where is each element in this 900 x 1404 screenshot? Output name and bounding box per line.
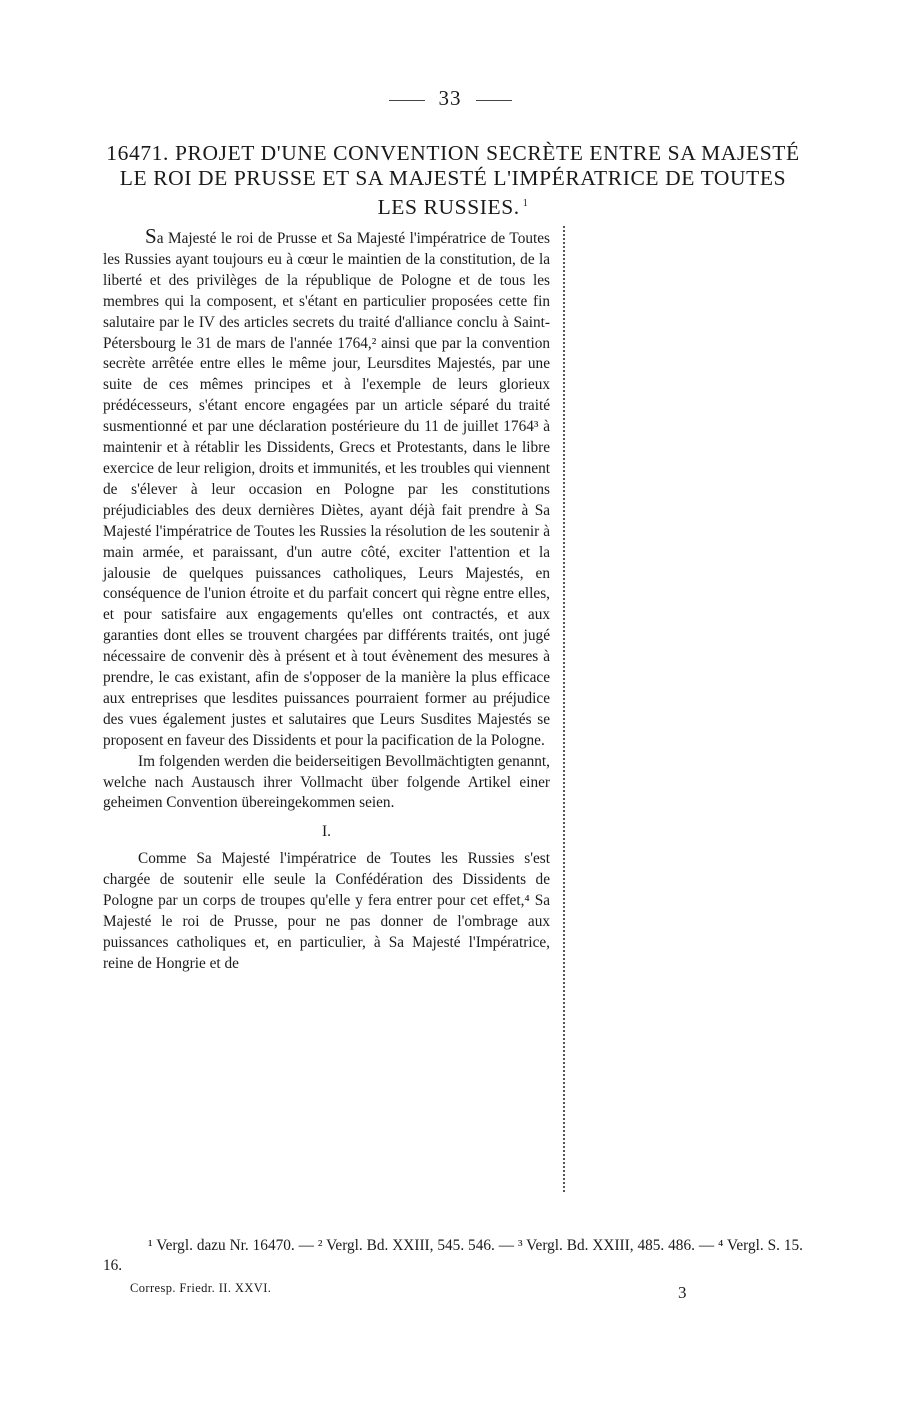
body-paragraph-1 [103, 226, 550, 752]
title-footnote-mark: 1 [522, 198, 529, 209]
body-paragraph-3: Comme Sa Majesté l'impératrice de Toutes les Russies s'est chargée de soutenir elle seule la Confédération des Dissidents de Pologne par un corps de troupes qu'elle y fera entrer pour cet effet,⁴ Sa Majesté le roi de Prusse, pour ne pas donner de l'ombrage aux puissances catholiques et, en particulier, à Sa Majesté l'Impératrice, reine de Hongrie et de [103, 850, 550, 972]
header-dash-right [476, 100, 512, 101]
footnotes [103, 1236, 803, 1276]
dropcap: S [145, 224, 157, 248]
paragraph-1-text: a Majesté le roi de Prusse et Sa Majesté l'impératrice de Toutes les Russies ayant toujours eu à cœur le maintien de la constitution, de la liberté et des privilèges de la république de Pologne et de tous les membres qui la composent, et s'étant en particulier proposées cette fin salutaire par le IV des articles secrets du traité d'alliance conclu à Saint-Pétersbourg le 31 de mars de l'année 1764,² ainsi que par la convention secrète arrêtée entre elles le même jour, Leursdites Majestés, par une suite de ces mêmes principes et à l'exemple de leurs glorieux prédécesseurs, s'étant encore engagées par un article séparé du traité susmentionné et par une déclaration postérieure du 11 de juillet 1764³ à maintenir et à rétablir les Dissidents, Grecs et Protestants, dans le libre exercice de leur religion, droits et immunités, et les troubles qui viennent de s'élever à leur occasion en Pologne par les constitutions préjudiciables des deux dernières Diètes, ayant déjà fait prendre à Sa Majesté l'impératrice de Toutes les Russies la résolution de les soutenir à main armée, et paraissant, d'un autre côté, exciter l'attention et la jalousie de quelques puissances catholiques, Leurs Majestés, en conséquence de l'union étroite et du parfait concert qui règne entre elles, et pour satisfaire aux engagements qu'elles ont contractés, et aux garanties dont elles se trouvent chargées par différents traités, ont jugé nécessaire de convenir dès à présent et à tout évènement des mesures à prendre, le cas existant, afin de s'opposer de la manière la plus efficace aux entreprises que lesdites puissances pourraient former au préjudice des vues également justes et salutaires que Leurs Susdites Majestés se proposent en faveur des Dissidents et pour la pacification de la Pologne. [103, 230, 550, 749]
page-number: 33 [438, 86, 462, 110]
section-number: I. [321, 823, 332, 841]
footnotes-text: ¹ Vergl. dazu Nr. 16470. — ² Vergl. Bd. XXIII, 545. 546. — ³ Vergl. Bd. XXIII, 485. 486. — ⁴ Vergl. S. 15. 16. [103, 1237, 803, 1274]
document-title [103, 141, 803, 220]
body-text [103, 226, 550, 975]
footer-series-title: Corresp. Friedr. II. XXVI. [130, 1281, 272, 1295]
body-paragraph-2: Im folgenden werden die beiderseitigen Bevollmächtigten genannt, welche nach Austausch ihrer Vollmacht über folgende Artikel einer geheimen Convention übereingekommen seien. [103, 752, 550, 812]
header-dash-left [389, 100, 425, 101]
page-header [0, 86, 900, 111]
margin-dotted-rule [563, 226, 565, 1192]
document-title-text: 16471. PROJET D'UNE CONVENTION SECRÈTE ENTRE SA MAJESTÉ LE ROI DE PRUSSE ET SA MAJESTÉ L'IMPÉRATRICE DE TOUTES LES RUSSIES. [106, 141, 800, 220]
footer-signature-number: 3 [678, 1283, 687, 1302]
